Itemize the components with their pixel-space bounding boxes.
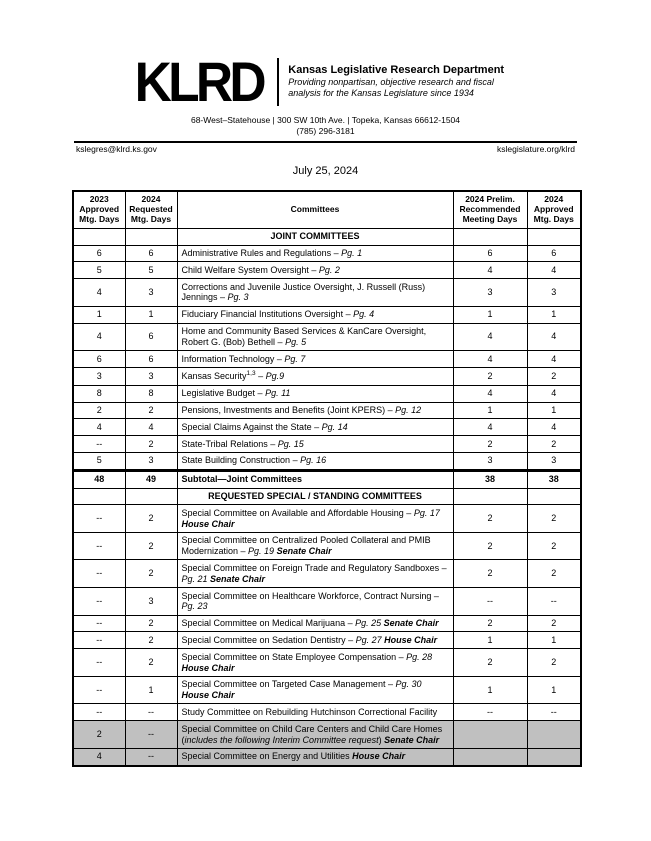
cell-2024-approved-mtg-days: 1 xyxy=(527,402,581,419)
cell-2024-approved-mtg-days: 3 xyxy=(527,279,581,307)
cell-2024-requested-mtg-days: 2 xyxy=(125,532,177,560)
section-title: JOINT COMMITTEES xyxy=(177,228,453,245)
committee-cell xyxy=(177,436,453,453)
committee-cell xyxy=(177,385,453,402)
committee-cell xyxy=(177,615,453,632)
cell-2024-requested-mtg-days: 6 xyxy=(125,351,177,368)
page-reference: Pg. 15 xyxy=(277,438,304,449)
table-row xyxy=(73,632,581,649)
page-reference: Pg. 28 xyxy=(406,651,433,662)
committee-cell xyxy=(177,704,453,721)
cell-2024-requested-mtg-days: 1 xyxy=(125,676,177,704)
email-address: kslegres@klrd.ks.gov xyxy=(76,144,157,155)
empty-cell xyxy=(527,228,581,245)
cell-2023-approved-mtg-days: 4 xyxy=(73,419,125,436)
committee-name: – xyxy=(255,371,266,382)
committee-cell xyxy=(177,306,453,323)
cell-2024-requested-mtg-days: -- xyxy=(125,704,177,721)
cell-2024-prelim-recommended-days xyxy=(453,748,527,765)
committee-name: State Building Construction – xyxy=(181,455,301,466)
committee-cell xyxy=(177,649,453,677)
cell-2024-approved-mtg-days: 4 xyxy=(527,419,581,436)
page-reference: Pg. 4 xyxy=(353,309,375,320)
cell-2024-prelim-recommended-days: 3 xyxy=(453,279,527,307)
col-header-2024-requested: 2024 Requested Mtg. Days xyxy=(125,191,177,228)
table-row xyxy=(73,279,581,307)
cell-2024-requested-mtg-days: 2 xyxy=(125,615,177,632)
cell-2024-requested-mtg-days: 2 xyxy=(125,505,177,533)
cell-2024-requested-mtg-days: -- xyxy=(125,748,177,765)
table-row xyxy=(73,505,581,533)
website-url: kslegislature.org/klrd xyxy=(497,144,575,155)
cell-2024-requested-mtg-days: 6 xyxy=(125,245,177,262)
page-reference: Pg. 2 xyxy=(318,264,340,275)
cell-2024-approved-mtg-days: -- xyxy=(527,704,581,721)
committee-name: Administrative Rules and Regulations – xyxy=(181,248,342,259)
cell-2024-approved-mtg-days: 2 xyxy=(527,436,581,453)
empty-cell xyxy=(73,228,125,245)
table-row xyxy=(73,615,581,632)
cell-2024-prelim-recommended-days: 4 xyxy=(453,262,527,279)
table-header-row xyxy=(73,191,581,228)
cell-2024-prelim-recommended-days: 2 xyxy=(453,505,527,533)
footnote-superscript: 1,3 xyxy=(246,370,256,378)
klrd-logo: KLRD xyxy=(134,50,263,113)
committee-name: Fiduciary Financial Institutions Oversight – xyxy=(181,309,354,320)
committees-table xyxy=(72,190,582,766)
cell-2024-requested-mtg-days: 3 xyxy=(125,452,177,470)
cell-2023-approved-mtg-days: -- xyxy=(73,649,125,677)
table-row xyxy=(73,704,581,721)
letterhead xyxy=(0,0,651,113)
cell-2024-approved-mtg-days: 6 xyxy=(527,245,581,262)
chair-label: Senate Chair xyxy=(383,618,439,629)
committee-name: Special Committee on Targeted Case Management – xyxy=(181,679,396,690)
committee-name: Kansas Security xyxy=(181,371,247,382)
cell-2023-approved-mtg-days: 6 xyxy=(73,351,125,368)
cell-2023-approved-mtg-days: 2 xyxy=(73,402,125,419)
cell-2023-approved-mtg-days: 4 xyxy=(73,279,125,307)
committee-name: Special Claims Against the State – xyxy=(181,421,322,432)
cell-2023-approved-mtg-days: -- xyxy=(73,615,125,632)
cell-2024-prelim-recommended-days: -- xyxy=(453,704,527,721)
cell-2024-approved-mtg-days: 4 xyxy=(527,323,581,351)
table-row xyxy=(73,385,581,402)
committee-cell xyxy=(177,632,453,649)
committee-name: Home and Community Based Services & KanCare Oversight, Robert G. (Bob) Bethell – xyxy=(181,326,427,347)
cell-2023-approved-mtg-days: -- xyxy=(73,436,125,453)
page-reference: Pg. 5 xyxy=(285,336,307,347)
chair-label: House Chair xyxy=(181,690,235,701)
empty-cell xyxy=(453,228,527,245)
cell-2024-requested-mtg-days: 2 xyxy=(125,402,177,419)
cell-2024-approved-mtg-days: 3 xyxy=(527,452,581,470)
committee-name: Special Committee on Energy and Utilities xyxy=(181,751,353,762)
table-row xyxy=(73,419,581,436)
chair-label: House Chair xyxy=(181,662,235,673)
cell-2024-prelim-recommended-days: 2 xyxy=(453,615,527,632)
committee-cell xyxy=(177,676,453,704)
cell-2024-prelim-recommended-days: 1 xyxy=(453,402,527,419)
page-reference: Pg. 19 xyxy=(248,546,277,557)
table-row xyxy=(73,721,581,749)
committee-cell xyxy=(177,721,453,749)
cell-2023-approved-mtg-days: 3 xyxy=(73,367,125,385)
cell-2024-approved-mtg-days: 4 xyxy=(527,351,581,368)
committee-cell xyxy=(177,367,453,385)
table-row xyxy=(73,436,581,453)
cell-2024-prelim-recommended-days: -- xyxy=(453,588,527,616)
page-reference: Pg.9 xyxy=(265,371,285,382)
page-reference: Pg. 1 xyxy=(341,248,363,259)
cell-2024-approved-mtg-days: 2 xyxy=(527,560,581,588)
cell-2023-approved-mtg-days: -- xyxy=(73,505,125,533)
table-row xyxy=(73,588,581,616)
table-row xyxy=(73,367,581,385)
cell-2024-prelim-recommended-days: 2 xyxy=(453,436,527,453)
section-title: REQUESTED SPECIAL / STANDING COMMITTEES xyxy=(177,488,453,505)
empty-cell xyxy=(73,488,125,505)
cell-2024-approved-mtg-days: 1 xyxy=(527,632,581,649)
committee-cell xyxy=(177,452,453,470)
committee-cell xyxy=(177,279,453,307)
committee-cell xyxy=(177,419,453,436)
committee-cell xyxy=(177,748,453,765)
cell-2024-requested-mtg-days: 2 xyxy=(125,649,177,677)
chair-label: House Chair xyxy=(384,634,438,645)
committee-cell xyxy=(177,532,453,560)
cell-2024-prelim-recommended-days: 2 xyxy=(453,367,527,385)
cell-2024-approved-mtg-days: 2 xyxy=(527,615,581,632)
chair-label: Senate Chair xyxy=(276,546,332,557)
table-row xyxy=(73,351,581,368)
cell-2023-approved-mtg-days: -- xyxy=(73,632,125,649)
committee-name: Legislative Budget – xyxy=(181,388,266,399)
cell-2024-prelim-recommended-days: 4 xyxy=(453,385,527,402)
committee-cell xyxy=(177,245,453,262)
cell-2023-approved-mtg-days: -- xyxy=(73,532,125,560)
org-tagline-line2: analysis for the Kansas Legislature since 1934 xyxy=(288,88,474,99)
empty-cell xyxy=(125,228,177,245)
cell-2024-requested-mtg-days: 3 xyxy=(125,588,177,616)
cell-2024-requested-mtg-days: 49 xyxy=(125,470,177,488)
table-row xyxy=(73,649,581,677)
cell-2023-approved-mtg-days: 4 xyxy=(73,323,125,351)
page-reference: Pg. 3 xyxy=(227,292,249,303)
committee-name: Study Committee on Rebuilding Hutchinson Correctional Facility xyxy=(181,706,438,717)
committee-cell xyxy=(177,351,453,368)
committee-name: State-Tribal Relations – xyxy=(181,438,278,449)
page-reference: includes the following Interim Committee request xyxy=(184,734,379,745)
committee-name: Special Committee on Medical Marijuana – xyxy=(181,618,356,629)
cell-2023-approved-mtg-days: -- xyxy=(73,704,125,721)
cell-2024-prelim-recommended-days: 38 xyxy=(453,470,527,488)
cell-2024-prelim-recommended-days xyxy=(453,721,527,749)
committee-name: Special Committee on Foreign Trade and Regulatory Sandboxes – xyxy=(181,562,447,573)
cell-2023-approved-mtg-days: 1 xyxy=(73,306,125,323)
cell-2024-prelim-recommended-days: 1 xyxy=(453,632,527,649)
col-header-2023-approved: 2023 Approved Mtg. Days xyxy=(73,191,125,228)
cell-2024-requested-mtg-days: -- xyxy=(125,721,177,749)
empty-cell xyxy=(453,488,527,505)
cell-2024-requested-mtg-days: 1 xyxy=(125,306,177,323)
cell-2023-approved-mtg-days: 5 xyxy=(73,452,125,470)
cell-2023-approved-mtg-days: 6 xyxy=(73,245,125,262)
cell-2024-prelim-recommended-days: 4 xyxy=(453,323,527,351)
cell-2024-requested-mtg-days: 2 xyxy=(125,632,177,649)
cell-2024-approved-mtg-days: -- xyxy=(527,588,581,616)
col-header-2024-approved: 2024 Approved Mtg. Days xyxy=(527,191,581,228)
cell-2024-prelim-recommended-days: 4 xyxy=(453,351,527,368)
chair-label: House Chair xyxy=(181,518,235,529)
subtotal-row xyxy=(73,470,581,488)
cell-2024-prelim-recommended-days: 2 xyxy=(453,649,527,677)
section-header-row xyxy=(73,228,581,245)
cell-2023-approved-mtg-days: 48 xyxy=(73,470,125,488)
page-reference: Pg. 17 xyxy=(413,507,440,518)
cell-2024-requested-mtg-days: 3 xyxy=(125,367,177,385)
table-row xyxy=(73,452,581,470)
chair-label: Senate Chair xyxy=(210,573,266,584)
cell-2023-approved-mtg-days: 2 xyxy=(73,721,125,749)
committee-cell: Subtotal—Joint Committees xyxy=(177,470,453,488)
cell-2024-approved-mtg-days: 2 xyxy=(527,532,581,560)
committee-cell xyxy=(177,505,453,533)
cell-2024-requested-mtg-days: 2 xyxy=(125,436,177,453)
committee-cell xyxy=(177,588,453,616)
horizontal-rule xyxy=(74,141,577,143)
cell-2024-prelim-recommended-days: 3 xyxy=(453,452,527,470)
cell-2023-approved-mtg-days: 5 xyxy=(73,262,125,279)
chair-label: House Chair xyxy=(352,751,406,762)
address-block xyxy=(0,115,651,138)
page-reference: Pg. 7 xyxy=(284,353,306,364)
committee-name: Information Technology – xyxy=(181,353,285,364)
page-reference: Pg. 14 xyxy=(321,421,348,432)
empty-cell xyxy=(125,488,177,505)
cell-2024-requested-mtg-days: 3 xyxy=(125,279,177,307)
page-reference: Pg. 27 xyxy=(355,634,385,645)
street-address: 68-West–Statehouse | 300 SW 10th Ave. | Topeka, Kansas 66612-1504 xyxy=(190,114,461,125)
org-block xyxy=(288,64,522,100)
org-tagline-line1: Providing nonpartisan, objective research and fiscal xyxy=(288,77,494,88)
cell-2024-approved-mtg-days: 38 xyxy=(527,470,581,488)
cell-2024-approved-mtg-days: 2 xyxy=(527,367,581,385)
col-header-committees: Committees xyxy=(177,191,453,228)
org-name: Kansas Legislative Research Department xyxy=(288,63,505,76)
table-row xyxy=(73,262,581,279)
committee-cell xyxy=(177,262,453,279)
col-header-2024-prelim: 2024 Prelim. Recommended Meeting Days xyxy=(453,191,527,228)
committee-name: Special Committee on Sedation Dentistry – xyxy=(181,634,356,645)
committee-cell xyxy=(177,323,453,351)
cell-2023-approved-mtg-days: -- xyxy=(73,676,125,704)
table-row xyxy=(73,323,581,351)
cell-2023-approved-mtg-days: 8 xyxy=(73,385,125,402)
committee-name: Corrections and Juvenile Justice Oversight, J. Russell (Russ) Jennings – xyxy=(181,281,426,303)
cell-2024-approved-mtg-days: 2 xyxy=(527,505,581,533)
cell-2024-requested-mtg-days: 2 xyxy=(125,560,177,588)
phone-number: (785) 296-3181 xyxy=(296,125,355,136)
logo-divider xyxy=(277,58,279,106)
cell-2023-approved-mtg-days: 4 xyxy=(73,748,125,765)
committee-name: Pensions, Investments and Benefits (Joint KPERS) – xyxy=(181,405,396,416)
cell-2024-requested-mtg-days: 6 xyxy=(125,323,177,351)
table-row xyxy=(73,748,581,765)
table-row xyxy=(73,402,581,419)
page-reference: Pg. 23 xyxy=(181,601,208,612)
contact-row xyxy=(76,144,575,154)
cell-2024-prelim-recommended-days: 1 xyxy=(453,676,527,704)
page-reference: Pg. 16 xyxy=(300,455,327,466)
committee-name: Special Committee on Centralized Pooled Collateral and PMIB Modernization – xyxy=(181,535,431,557)
committee-name: Child Welfare System Oversight – xyxy=(181,264,319,275)
cell-2024-requested-mtg-days: 8 xyxy=(125,385,177,402)
table-row xyxy=(73,306,581,323)
committee-name: Special Committee on Child Care Centers and Child Care Homes ( xyxy=(181,723,443,745)
chair-label: Senate Chair xyxy=(384,734,440,745)
committee-name: ) xyxy=(378,734,385,745)
cell-2024-prelim-recommended-days: 2 xyxy=(453,560,527,588)
committee-name: Special Committee on Healthcare Workforce, Contract Nursing – xyxy=(181,590,439,601)
page-reference: Pg. 12 xyxy=(395,405,422,416)
cell-2023-approved-mtg-days: -- xyxy=(73,588,125,616)
cell-2023-approved-mtg-days: -- xyxy=(73,560,125,588)
document-date: July 25, 2024 xyxy=(292,165,359,178)
cell-2024-requested-mtg-days: 4 xyxy=(125,419,177,436)
section-header-row xyxy=(73,488,581,505)
empty-cell xyxy=(527,488,581,505)
cell-2024-approved-mtg-days: 2 xyxy=(527,649,581,677)
table-row xyxy=(73,532,581,560)
cell-2024-approved-mtg-days xyxy=(527,721,581,749)
cell-2024-prelim-recommended-days: 6 xyxy=(453,245,527,262)
committee-name: Special Committee on Available and Affordable Housing – xyxy=(181,507,414,518)
cell-2024-approved-mtg-days: 4 xyxy=(527,385,581,402)
page-reference: Pg. 21 xyxy=(181,573,211,584)
table-body xyxy=(73,228,581,765)
table-row xyxy=(73,560,581,588)
page-reference: Pg. 25 xyxy=(355,618,384,629)
page-reference: Pg. 11 xyxy=(265,388,291,399)
cell-2024-approved-mtg-days xyxy=(527,748,581,765)
cell-2024-approved-mtg-days: 1 xyxy=(527,306,581,323)
page-reference: Pg. 30 xyxy=(395,679,422,690)
cell-2024-prelim-recommended-days: 1 xyxy=(453,306,527,323)
table-row xyxy=(73,676,581,704)
cell-2024-requested-mtg-days: 5 xyxy=(125,262,177,279)
cell-2024-approved-mtg-days: 1 xyxy=(527,676,581,704)
table-row xyxy=(73,245,581,262)
cell-2024-approved-mtg-days: 4 xyxy=(527,262,581,279)
committee-cell xyxy=(177,402,453,419)
committee-name: Special Committee on State Employee Compensation – xyxy=(181,651,407,662)
cell-2024-prelim-recommended-days: 4 xyxy=(453,419,527,436)
cell-2024-prelim-recommended-days: 2 xyxy=(453,532,527,560)
committee-cell xyxy=(177,560,453,588)
